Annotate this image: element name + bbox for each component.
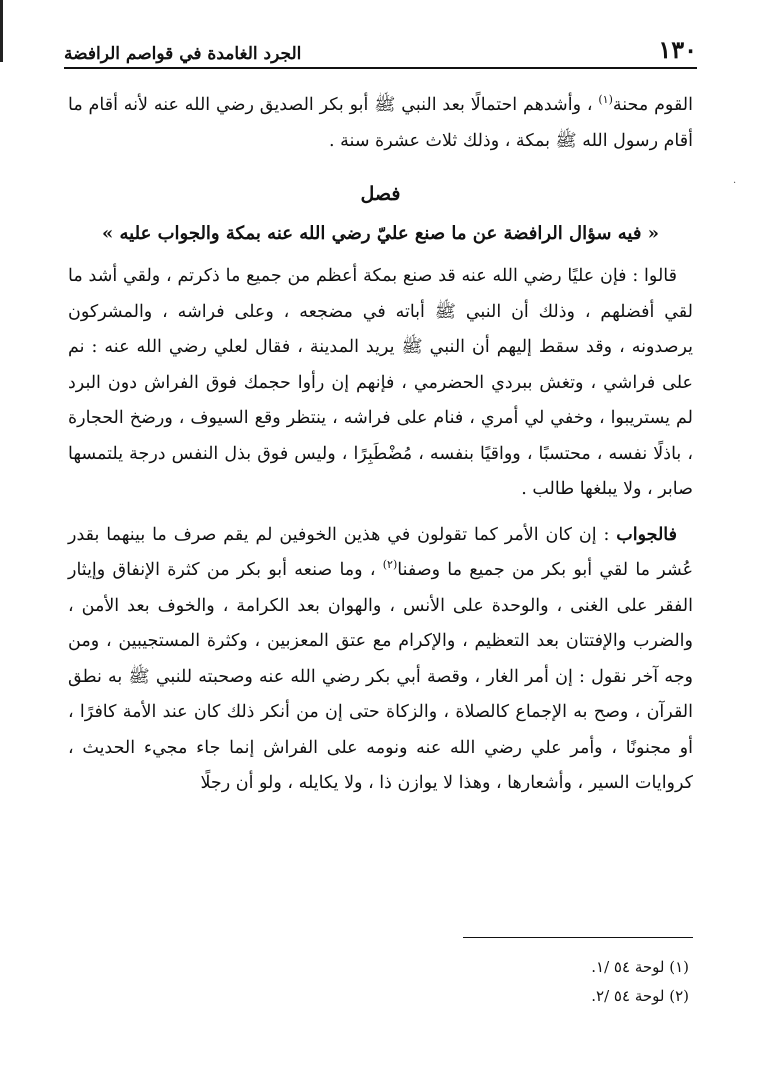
- page-header: [64, 30, 697, 64]
- header-rule: [64, 67, 697, 69]
- running-title: الجرد الغامدة في قواصم الرافضة: [64, 44, 302, 64]
- paragraph-1: [68, 88, 693, 159]
- page-content: [68, 88, 693, 802]
- page-edge-mark: [0, 0, 3, 62]
- page-number: ١٣٠: [658, 35, 697, 64]
- paragraph-1-text-b: ، وأشدهم احتمالًا بعد النبي ﷺ أبو بكر الصديق رضي الله عنه لأنه أقام ما أقام رسول الله ﷺ بمكة ، وذلك ثلاث عشرة سنة .: [68, 95, 693, 151]
- paragraph-2: قالوا : فإن عليًا رضي الله عنه قد صنع بمكة أعظم من جميع ما ذكرتم ، ولقي أشد ما لقي أفضلهم ، وذلك أن النبي ﷺ أباته في مضجعه ، وعلى فراشه ، والمشركون يرصدونه ، وقد سقط إليهم أن النبي ﷺ يريد المدينة ، فقال لعلي رضي الله عنه : نم على فراشي ، وتغش ببردي الحضرمي ، فإنهم إن رأوا حجمك فوق الفراش دون البرد لم يستريبوا ، وخفي لي أمري ، فنام على فراشه ، ينتظر وقع السيوف ، ورضخ الحجارة ، باذلًا نفسه ، محتسبًا ، وواقيًا بنفسه ، مُضْطَبِرًا ، وليس فوق بذل النفس درجة يلتمسها صابر ، ولا يبلغها طالب .: [68, 266, 693, 499]
- footnote-ref-1: (١): [598, 93, 613, 107]
- margin-mark: ·: [733, 178, 737, 189]
- footnote-rule: [463, 937, 693, 938]
- section-title: فصل: [360, 183, 401, 205]
- paragraph-1-text-a: القوم محنة: [612, 95, 693, 115]
- footnotes: [591, 953, 689, 1011]
- paragraph-3-text-b: ، وما صنعه أبو بكر من كثرة الإنفاق وإيثار الفقر على الغنى ، والوحدة على الأنس ، والهوان بعد الكرامة ، والخوف بعد الأمن ، والضرب والإفتتان بعد التعظيم ، والإكرام مع عتق المعزبين ، وكثرة المستجيبين ، ومن وجه آخر نقول : إن أمر الغار ، وقصة أبي بكر رضي الله عنه وصحبته للنبي ﷺ به نطق القرآن ، وصح به الإجماع كالصلاة ، والزكاة حتى إن من أنكر ذلك كان عند الأمة كافرًا ، أو مجنونًا ، وأمر علي رضي الله عنه ونومه على الفراش إنما جاء مجيء الحديث ، كروايات السير ، وأشعارها ، وهذا لا يوازن ذا ، ولا يكايله ، ولو أن رجلًا: [68, 560, 693, 793]
- paragraph-3: [68, 518, 693, 802]
- footnote-2: (٢) لوحة ٥٤ /٢.: [591, 987, 689, 1005]
- paragraph-3-text-a: : إن كان الأمر كما تقولون في هذين الخوفين لم يقم صرف ما بينهما بقدر عُشر ما لقي أبو بكر من جميع ما وصفنا: [68, 524, 694, 580]
- section-subtitle: « فيه سؤال الرافضة عن ما صنع عليّ رضي الله عنه بمكة والجواب عليه »: [102, 223, 659, 244]
- answer-lead: فالجواب: [616, 524, 677, 545]
- paragraph-gap: [68, 508, 693, 518]
- footnote-ref-2: (٢): [382, 558, 398, 572]
- footnote-1: (١) لوحة ٥٤ /١.: [591, 958, 689, 976]
